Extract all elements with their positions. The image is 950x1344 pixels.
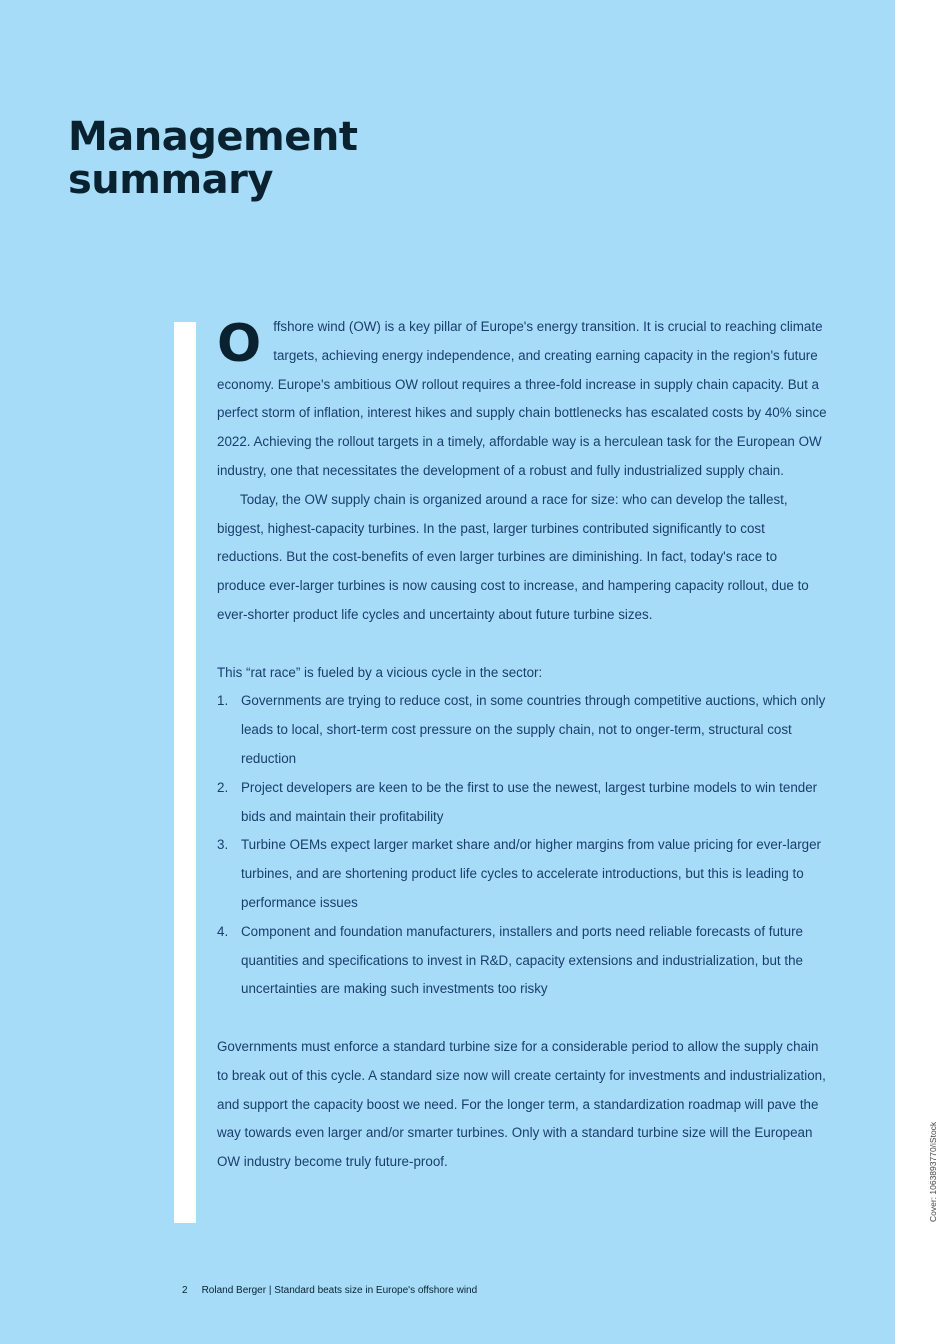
title-line-1: Management bbox=[68, 114, 358, 160]
page-footer bbox=[182, 1285, 477, 1296]
race-for-size-paragraph: Today, the OW supply chain is organized around a race for size: who can develop the tallest, biggest, highest-capacity turbines. In the past, larger turbines contributed significantly to cost reductions. But the cost-benefits of even larger turbines are diminishing. In fact, today's race to produce ever-larger turbines is now causing cost to increase, and hampering capacity rollout, due to ever-shorter product life cycles and uncertainty about future turbine sizes. bbox=[217, 491, 809, 622]
title-line-2: summary bbox=[68, 157, 273, 203]
conclusion-paragraph: Governments must enforce a standard turbine size for a considerable period to allow the supply chain to break out of this cycle. A standard size now will create certainty for investments and industrialization, and support the capacity boost we need. For the longer term, a standardization roadmap will pave the way towards even larger and/or smarter turbines. Only with a standard turbine size will the European OW industry become truly future-proof. bbox=[217, 1038, 826, 1170]
list-item bbox=[217, 687, 827, 773]
intro-paragraph bbox=[217, 313, 827, 486]
vicious-cycle-list bbox=[217, 687, 827, 1004]
list-item bbox=[217, 918, 827, 1004]
list-item-number: 3. bbox=[217, 837, 229, 853]
page-title bbox=[68, 116, 357, 202]
list-item bbox=[217, 831, 827, 917]
list-item-text: Turbine OEMs expect larger market share and/or higher margins from value pricing for ever-larger turbines, and are shortening product life cycles to accelerate introductions, but this is leading to performance issues bbox=[241, 837, 822, 910]
list-item-number: 1. bbox=[217, 693, 229, 709]
drop-cap: O bbox=[217, 314, 262, 374]
list-item-text: Governments are trying to reduce cost, in some countries through competitive auctions, which only leads to local, short-term cost pressure on the supply chain, not to onger-term, structural cost reduction bbox=[241, 693, 826, 766]
list-item-number: 2. bbox=[217, 779, 229, 795]
accent-bar bbox=[174, 322, 196, 1223]
cycle-intro: This “rat race” is fueled by a vicious cycle in the sector: bbox=[217, 664, 543, 680]
page-number: 2 bbox=[182, 1285, 188, 1296]
list-item-number: 4. bbox=[217, 923, 229, 939]
list-item-text: Component and foundation manufacturers, installers and ports need reliable forecasts of future quantities and specifications to invest in R&D, capacity extensions and industrialization, but the uncertainties are making such investments too risky bbox=[241, 923, 803, 997]
list-item bbox=[217, 774, 827, 832]
intro-paragraph-text: ffshore wind (OW) is a key pillar of Europe's energy transition. It is crucial to reaching climate targets, achieving energy independence, and creating earning capacity in the region's future economy. Europe's ambitious OW rollout requires a three-fold increase in supply chain capacity. But a perfect storm of inflation, interest hikes and supply chain bottlenecks has escalated costs by 40% since 2022. Achieving the rollout targets in a timely, affordable way is a herculean task for the European OW industry, one that necessitates the development of a robust and fully industrialized supply chain. bbox=[217, 319, 827, 478]
cover-credit: Cover: 1063893770/iStock bbox=[928, 1121, 938, 1222]
summary-body bbox=[217, 313, 827, 1177]
list-item-text: Project developers are keen to be the first to use the newest, largest turbine models to win tender bids and maintain their profitability bbox=[241, 779, 818, 824]
footer-text: Roland Berger | Standard beats size in Europe's offshore wind bbox=[201, 1285, 478, 1296]
